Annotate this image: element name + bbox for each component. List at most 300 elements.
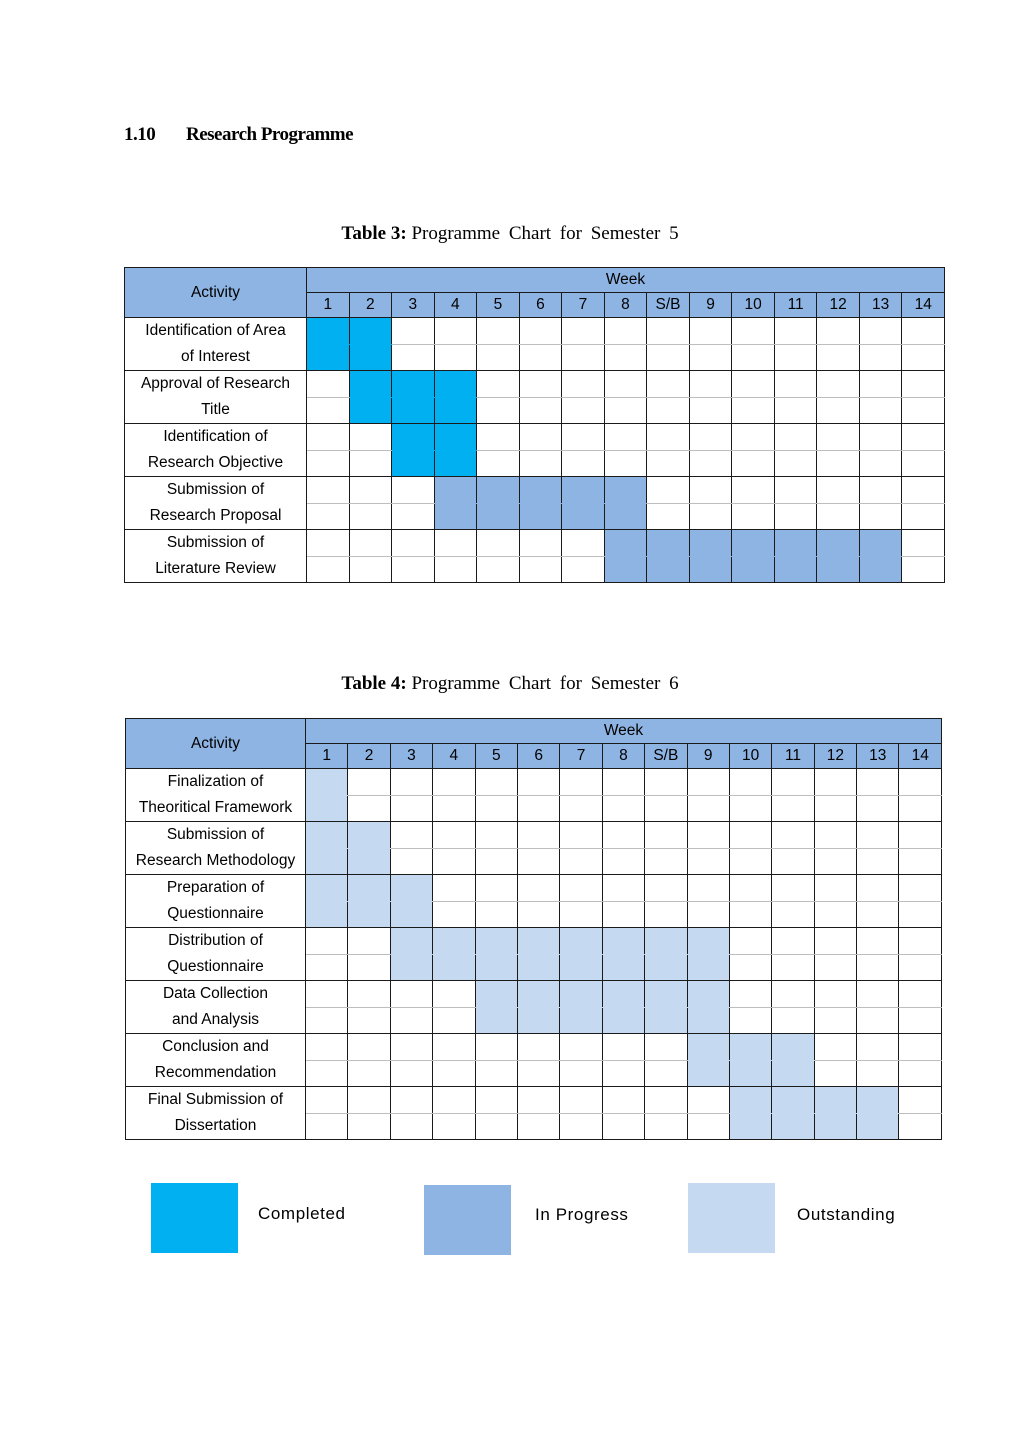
gantt-cell [348,928,390,955]
week-number: 14 [902,293,945,318]
gantt-cell [902,450,945,477]
gantt-cell [645,1087,687,1114]
gantt-cell [475,1034,517,1061]
gantt-cell [475,875,517,902]
week-number: 9 [689,293,732,318]
gantt-cell [814,875,856,902]
gantt-cell [857,795,899,822]
gantt-cell [729,795,771,822]
gantt-cell [687,928,729,955]
gantt-cell [390,954,432,981]
gantt-cell [647,503,690,530]
gantt-cell [772,1060,814,1087]
gantt-cell [774,318,817,345]
week-header: Week [306,719,942,744]
gantt-cell [519,556,562,583]
gantt-cell [604,556,647,583]
gantt-cell [647,450,690,477]
gantt-cell [349,397,392,424]
gantt-cell [348,769,390,796]
gantt-cell [306,769,348,796]
gantt-cell [817,477,860,504]
gantt-cell [392,318,435,345]
table4-caption [0,673,1022,695]
gantt-cell [604,450,647,477]
table-row [126,928,942,955]
activity-label-line2: Theoritical Framework [138,799,293,816]
activity-label [126,981,306,1034]
gantt-cell [392,397,435,424]
gantt-cell [348,901,390,928]
gantt-cell [434,397,477,424]
week-number: 8 [604,293,647,318]
gantt-cell [348,954,390,981]
gantt-cell [562,530,605,557]
gantt-cell [645,928,687,955]
gantt-cell [519,450,562,477]
gantt-cell [814,928,856,955]
gantt-cell [390,928,432,955]
week-number: 7 [560,744,602,769]
gantt-cell [604,344,647,371]
gantt-cell [562,371,605,398]
gantt-cell [774,424,817,451]
gantt-cell [517,1113,559,1140]
gantt-cell [902,344,945,371]
gantt-cell [857,822,899,849]
gantt-cell [517,1007,559,1034]
gantt-cell [602,795,644,822]
gantt-cell [434,556,477,583]
gantt-cell [560,928,602,955]
table4-caption-label: Table 4: [341,673,407,694]
gantt-cell [562,450,605,477]
week-number: 6 [517,744,559,769]
gantt-cell [604,424,647,451]
gantt-cell [857,954,899,981]
gantt-cell [902,371,945,398]
gantt-cell [689,318,732,345]
table-row [126,769,942,796]
gantt-cell [519,477,562,504]
gantt-cell [433,1087,475,1114]
activity-label-line1: Submission of [166,481,265,498]
activity-label-line1: Conclusion and [162,1038,269,1055]
gantt-cell [774,477,817,504]
activity-label-line2: of Interest [181,348,250,365]
gantt-cell [729,981,771,1008]
gantt-cell [814,1113,856,1140]
gantt-cell [859,318,902,345]
legend-in-progress-swatch [424,1185,511,1255]
gantt-cell [817,318,860,345]
gantt-cell [687,981,729,1008]
gantt-cell [562,424,605,451]
gantt-cell [477,318,520,345]
gantt-cell [306,954,348,981]
gantt-cell [433,901,475,928]
gantt-cell [475,928,517,955]
gantt-cell [602,848,644,875]
gantt-cell [602,954,644,981]
gantt-cell [477,530,520,557]
gantt-cell [517,954,559,981]
activity-label [126,928,306,981]
gantt-cell [899,1060,942,1087]
gantt-cell [899,928,942,955]
gantt-cell [857,1113,899,1140]
gantt-cell [560,981,602,1008]
gantt-cell [519,397,562,424]
gantt-cell [899,1113,942,1140]
gantt-cell [857,1034,899,1061]
gantt-cell [602,822,644,849]
gantt-cell [306,822,348,849]
table-row [126,822,942,849]
gantt-cell [689,397,732,424]
gantt-cell [859,503,902,530]
gantt-cell [857,901,899,928]
activity-label-line1: Identification of [163,428,268,445]
gantt-cell [306,1060,348,1087]
gantt-cell [475,954,517,981]
gantt-cell [732,371,775,398]
gantt-cell [517,1034,559,1061]
gantt-cell [899,822,942,849]
week-number: 4 [433,744,475,769]
gantt-cell [645,1034,687,1061]
gantt-cell [477,424,520,451]
gantt-cell [390,848,432,875]
activity-label [126,822,306,875]
gantt-cell [475,822,517,849]
gantt-cell [899,901,942,928]
gantt-cell [306,1007,348,1034]
table-row [125,424,945,451]
gantt-cell [307,530,350,557]
activity-label [126,875,306,928]
gantt-cell [560,1087,602,1114]
gantt-cell [307,371,350,398]
gantt-cell [477,450,520,477]
gantt-cell [604,318,647,345]
gantt-cell [774,530,817,557]
gantt-cell [433,875,475,902]
semester-5-programme-table [124,267,945,583]
gantt-cell [902,530,945,557]
gantt-cell [899,954,942,981]
activity-label [125,371,307,424]
gantt-cell [772,822,814,849]
table4-caption-text: Programme Chart for Semester 6 [411,673,679,694]
gantt-cell [859,344,902,371]
activity-label-line2: Questionnaire [167,905,264,922]
gantt-cell [814,954,856,981]
gantt-cell [434,318,477,345]
week-number: 14 [899,744,942,769]
gantt-cell [899,769,942,796]
gantt-cell [477,556,520,583]
gantt-cell [817,556,860,583]
gantt-cell [729,1060,771,1087]
gantt-cell [729,875,771,902]
week-number: 6 [519,293,562,318]
gantt-cell [348,1113,390,1140]
gantt-cell [772,795,814,822]
gantt-cell [817,424,860,451]
gantt-cell [902,477,945,504]
gantt-cell [390,1113,432,1140]
gantt-cell [857,875,899,902]
gantt-cell [349,477,392,504]
gantt-cell [899,795,942,822]
gantt-cell [602,901,644,928]
table3-caption-label: Table 3: [341,223,407,244]
gantt-cell [562,477,605,504]
gantt-cell [390,1087,432,1114]
week-number: 3 [392,293,435,318]
gantt-cell [772,1034,814,1061]
semester-6-programme-table [125,718,942,1140]
gantt-cell [604,397,647,424]
gantt-cell [604,371,647,398]
gantt-cell [647,344,690,371]
gantt-cell [306,928,348,955]
gantt-cell [307,318,350,345]
gantt-cell [349,503,392,530]
gantt-cell [560,1113,602,1140]
section-heading [124,124,353,146]
gantt-cell [477,344,520,371]
gantt-cell [306,981,348,1008]
gantt-cell [519,344,562,371]
gantt-cell [859,397,902,424]
week-number: 10 [732,293,775,318]
gantt-cell [857,928,899,955]
gantt-cell [602,928,644,955]
gantt-cell [732,450,775,477]
gantt-cell [519,318,562,345]
week-number: 10 [729,744,771,769]
gantt-cell [687,769,729,796]
week-number: 13 [859,293,902,318]
gantt-cell [902,397,945,424]
gantt-cell [349,371,392,398]
gantt-cell [732,477,775,504]
gantt-cell [687,875,729,902]
gantt-cell [390,769,432,796]
gantt-cell [560,822,602,849]
gantt-cell [306,795,348,822]
gantt-cell [434,477,477,504]
legend-in-progress-label: In Progress [535,1205,629,1224]
gantt-cell [645,981,687,1008]
gantt-cell [306,848,348,875]
gantt-cell [349,556,392,583]
week-number: 11 [774,293,817,318]
gantt-cell [729,1007,771,1034]
gantt-cell [434,344,477,371]
gantt-cell [517,822,559,849]
gantt-cell [560,795,602,822]
gantt-cell [306,1113,348,1140]
gantt-cell [817,530,860,557]
table-row [126,981,942,1008]
gantt-cell [899,848,942,875]
gantt-cell [645,795,687,822]
activity-label-line1: Preparation of [166,879,265,896]
gantt-cell [774,371,817,398]
gantt-cell [902,424,945,451]
gantt-cell [348,875,390,902]
activity-label-line1: Submission of [166,534,265,551]
gantt-cell [689,530,732,557]
section-title: Research Programme [186,124,354,145]
activity-header: Activity [126,719,306,769]
gantt-cell [859,477,902,504]
gantt-cell [433,848,475,875]
gantt-cell [392,530,435,557]
gantt-cell [647,556,690,583]
gantt-cell [857,1087,899,1114]
gantt-cell [477,503,520,530]
week-number: 2 [349,293,392,318]
activity-label-line2: and Analysis [171,1011,260,1028]
gantt-cell [647,318,690,345]
gantt-cell [519,371,562,398]
gantt-cell [645,848,687,875]
week-header: Week [307,268,945,293]
gantt-cell [519,424,562,451]
gantt-cell [475,901,517,928]
gantt-cell [390,875,432,902]
gantt-cell [859,450,902,477]
gantt-cell [307,397,350,424]
gantt-cell [774,344,817,371]
activity-label [125,530,307,583]
week-number: 1 [306,744,348,769]
gantt-cell [689,344,732,371]
activity-label [126,769,306,822]
gantt-cell [729,769,771,796]
activity-label-line1: Final Submission of [147,1091,284,1108]
gantt-cell [392,450,435,477]
gantt-cell [560,901,602,928]
gantt-cell [814,981,856,1008]
gantt-cell [687,1113,729,1140]
gantt-cell [433,1060,475,1087]
gantt-cell [645,954,687,981]
table-row [125,530,945,557]
gantt-cell [348,1034,390,1061]
gantt-cell [390,901,432,928]
gantt-cell [689,424,732,451]
gantt-cell [602,1060,644,1087]
week-number: S/B [647,293,690,318]
gantt-cell [560,875,602,902]
gantt-cell [434,450,477,477]
gantt-cell [434,530,477,557]
gantt-cell [348,981,390,1008]
gantt-cell [647,477,690,504]
gantt-cell [348,1087,390,1114]
gantt-cell [645,875,687,902]
gantt-cell [390,795,432,822]
week-number: S/B [645,744,687,769]
gantt-cell [817,450,860,477]
gantt-cell [859,530,902,557]
gantt-cell [306,875,348,902]
gantt-cell [772,1087,814,1114]
gantt-cell [687,1087,729,1114]
gantt-cell [687,822,729,849]
gantt-cell [814,1087,856,1114]
gantt-cell [390,822,432,849]
week-number: 5 [475,744,517,769]
gantt-cell [562,503,605,530]
gantt-cell [433,981,475,1008]
gantt-cell [687,954,729,981]
gantt-cell [729,822,771,849]
gantt-cell [772,848,814,875]
gantt-cell [689,371,732,398]
legend-outstanding-label: Outstanding [797,1205,896,1224]
gantt-cell [899,875,942,902]
gantt-cell [517,1087,559,1114]
gantt-cell [349,450,392,477]
week-number: 13 [857,744,899,769]
gantt-cell [602,875,644,902]
gantt-cell [817,371,860,398]
gantt-cell [732,397,775,424]
gantt-cell [732,530,775,557]
activity-label [125,318,307,371]
gantt-cell [477,477,520,504]
legend-outstanding-swatch [688,1183,775,1253]
gantt-cell [729,848,771,875]
gantt-cell [392,503,435,530]
gantt-cell [602,769,644,796]
gantt-cell [857,769,899,796]
gantt-cell [433,1113,475,1140]
gantt-cell [817,397,860,424]
gantt-cell [774,503,817,530]
gantt-cell [687,1060,729,1087]
gantt-cell [645,901,687,928]
week-number: 7 [562,293,605,318]
gantt-cell [774,450,817,477]
gantt-cell [899,1034,942,1061]
gantt-cell [774,556,817,583]
gantt-cell [392,344,435,371]
activity-label-line2: Research Objective [147,454,284,471]
gantt-cell [390,1034,432,1061]
table-row [126,1087,942,1114]
activity-label-line2: Research Methodology [135,852,296,869]
gantt-cell [392,477,435,504]
week-number: 12 [817,293,860,318]
gantt-cell [645,769,687,796]
gantt-cell [560,1034,602,1061]
gantt-cell [814,822,856,849]
gantt-cell [772,901,814,928]
gantt-cell [899,981,942,1008]
activity-label-line1: Approval of Research [140,375,291,392]
gantt-cell [307,450,350,477]
gantt-cell [434,503,477,530]
gantt-cell [602,1113,644,1140]
table-row [126,875,942,902]
